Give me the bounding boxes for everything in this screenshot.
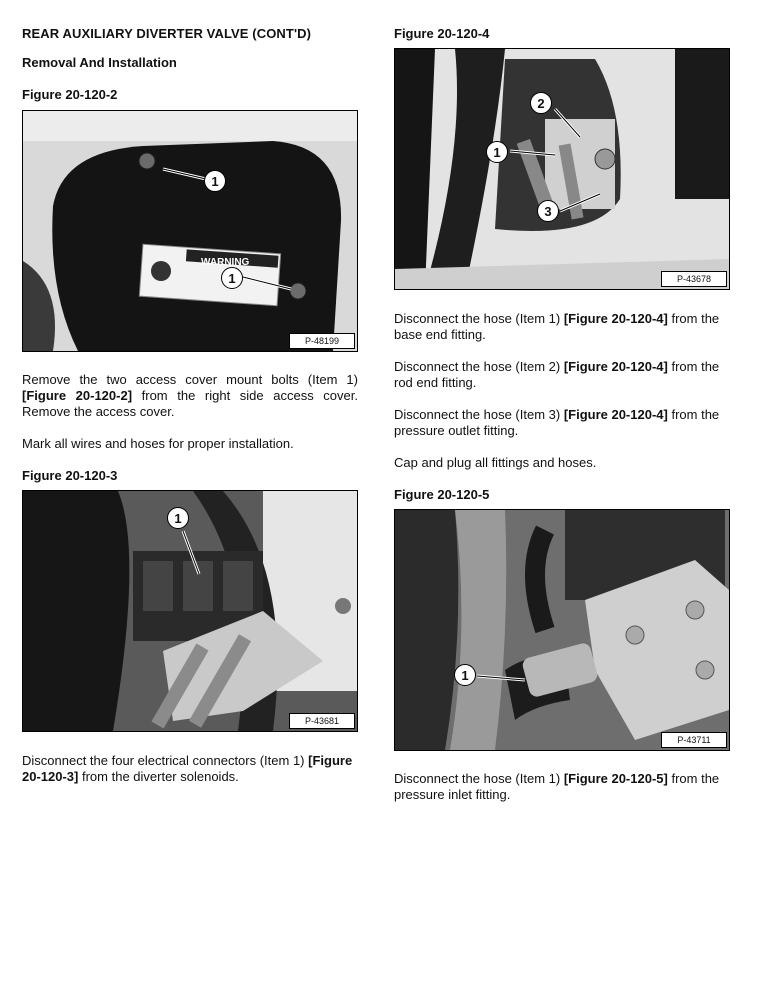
instruction-text: from the diverter solenoids.: [78, 769, 239, 784]
section-title: REAR AUXILIARY DIVERTER VALVE (CONT'D): [22, 26, 312, 41]
photo-id-p48199: P-48199: [289, 333, 355, 349]
figure-reference: [Figure 20-120-5]: [563, 771, 668, 786]
instruction-text: Disconnect the hose (Item 2): [394, 359, 564, 374]
instruction-text: Remove the two access cover mount bolts (Item 1): [22, 372, 358, 387]
callout-item-1: 1: [486, 141, 508, 163]
instruction-text: from the pressure outlet fitting.: [394, 407, 720, 438]
instruction-text: Disconnect the four electrical connectors (Item 1): [22, 753, 309, 768]
figure-20-120-2-photo: [22, 110, 358, 352]
figure-label-20-120-2: Figure 20-120-2: [22, 87, 118, 102]
diverter-solenoid-photo: [23, 491, 357, 731]
figure-label-20-120-4: Figure 20-120-4: [394, 26, 490, 41]
valve-hoses-photo: [395, 49, 729, 289]
instruction-text: from the right side access cover. Remove the access cover.: [22, 388, 358, 419]
photo-id-p43711: P-43711: [661, 732, 727, 748]
callout-item-1b: 1: [221, 267, 243, 289]
figure-reference: [Figure 20-120-4]: [563, 407, 668, 422]
instruction-text: Disconnect the hose (Item 1): [394, 771, 564, 786]
instruction-cap-plug: Cap and plug all fittings and hoses.: [394, 455, 597, 470]
instruction-disconnect-connectors: [22, 753, 358, 785]
callout-item-1: 1: [454, 664, 476, 686]
instruction-text: from the rod end fitting.: [394, 359, 720, 390]
pressure-inlet-photo: [395, 510, 729, 750]
instruction-text: from the pressure inlet fitting.: [394, 771, 720, 802]
photo-id-p43681: P-43681: [289, 713, 355, 729]
callout-item-2: 2: [530, 92, 552, 114]
instruction-remove-bolts: [22, 372, 358, 420]
instruction-text: Disconnect the hose (Item 1): [394, 311, 564, 326]
instruction-disconnect-hose-2: [394, 359, 730, 391]
instruction-disconnect-hose-1: [394, 311, 730, 343]
instruction-disconnect-inlet-hose: [394, 771, 730, 803]
figure-reference: [Figure 20-120-3]: [22, 753, 353, 784]
instruction-text: Disconnect the hose (Item 3): [394, 407, 564, 422]
figure-20-120-4-photo: [394, 48, 730, 290]
instruction-disconnect-hose-3: [394, 407, 730, 439]
figure-reference: [Figure 20-120-4]: [563, 359, 668, 374]
figure-reference: [Figure 20-120-4]: [563, 311, 668, 326]
instruction-mark-wires: Mark all wires and hoses for proper installation.: [22, 436, 294, 451]
callout-item-3: 3: [537, 200, 559, 222]
figure-20-120-5-photo: [394, 509, 730, 751]
figure-20-120-3-photo: [22, 490, 358, 732]
instruction-text: from the base end fitting.: [394, 311, 720, 342]
callout-item-1: 1: [167, 507, 189, 529]
access-cover-photo: [23, 111, 357, 351]
callout-item-1a: 1: [204, 170, 226, 192]
figure-label-20-120-5: Figure 20-120-5: [394, 487, 490, 502]
figure-reference: [Figure 20-120-2]: [22, 388, 133, 403]
warning-decal-text: WARNING: [201, 257, 250, 268]
subsection-title: Removal And Installation: [22, 55, 177, 70]
figure-label-20-120-3: Figure 20-120-3: [22, 468, 118, 483]
photo-id-p43678: P-43678: [661, 271, 727, 287]
